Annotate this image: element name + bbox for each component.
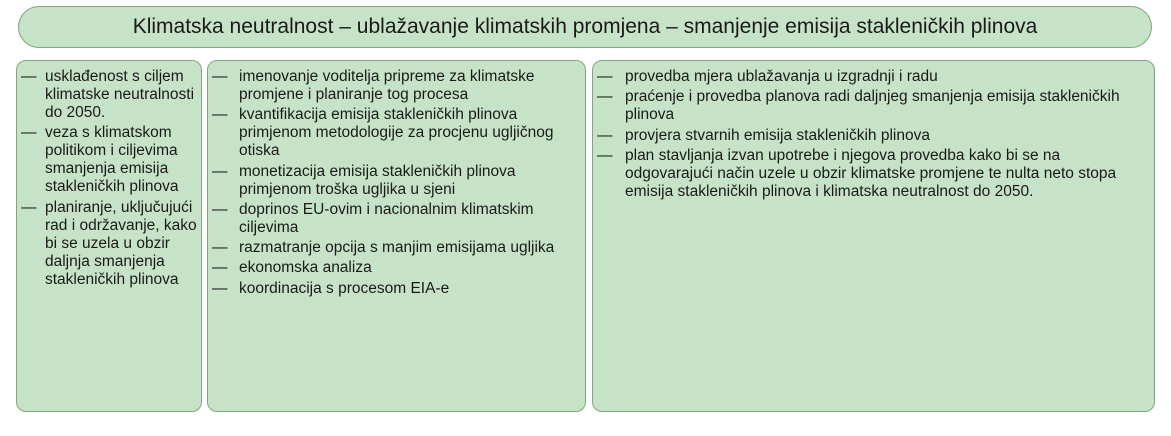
dash-icon: — <box>597 126 613 144</box>
dash-icon: — <box>212 200 228 218</box>
column-planning-box <box>16 60 202 412</box>
column-implementation-box <box>592 60 1155 412</box>
list-item <box>21 124 197 196</box>
list-item <box>212 201 581 237</box>
header-banner <box>18 6 1152 48</box>
column-list <box>21 68 197 289</box>
list-item <box>597 147 1148 201</box>
list-item-text: doprinos EU-ovim i nacionalnim klimatskim ciljevima <box>239 200 534 236</box>
list-item <box>21 199 197 289</box>
dash-icon: — <box>597 88 613 106</box>
dash-icon: — <box>212 259 228 277</box>
list-item-text: planiranje, uključujući rad i održavanje, kako bi se uzela u obzir daljnja smanjenja stakleničkih plinova <box>45 198 197 288</box>
list-item <box>212 106 581 160</box>
dash-icon: — <box>597 146 613 164</box>
dash-icon: — <box>212 106 228 124</box>
list-item-text: provedba mjera ublažavanja u izgradnji i radu <box>625 68 938 85</box>
list-item <box>21 68 197 122</box>
column-list <box>212 68 581 298</box>
dash-icon: — <box>212 239 228 257</box>
list-item-text: praćenje i provedba planova radi daljnjeg smanjenja emisija stakleničkih plinova <box>625 88 1120 124</box>
list-item-text: provjera stvarnih emisija stakleničkih plinova <box>625 126 930 144</box>
column-preparation-box <box>207 60 586 412</box>
list-item <box>597 68 1148 86</box>
dash-icon: — <box>597 68 613 85</box>
list-item-text: plan stavljanja izvan upotrebe i njegova provedba kako bi se na odgovarajući način uzele u obzir klimatske promjene te nulta neto stopa emisija stakleničkih plinova i klimatska neutralnost do 2050. <box>625 146 1117 200</box>
list-item <box>212 259 581 277</box>
dash-icon: — <box>212 68 228 85</box>
list-item <box>597 88 1148 124</box>
list-item-text: monetizacija emisija stakleničkih plinova primjenom troška ugljika u sjeni <box>239 162 516 198</box>
list-item-text: imenovanje voditelja pripreme za klimatske promjene i planiranje tog procesa <box>239 68 535 103</box>
list-item-text: koordinacija s procesom EIA-e <box>239 279 450 297</box>
list-item-text: kvantifikacija emisija stakleničkih plinova primjenom metodologije za procjenu ugljičnog otiska <box>239 106 554 160</box>
list-item <box>212 163 581 199</box>
dash-icon: — <box>21 68 37 85</box>
list-item <box>212 239 581 257</box>
dash-icon: — <box>212 279 228 297</box>
list-item <box>212 68 581 104</box>
list-item-text: veza s klimatskom politikom i ciljevima smanjenja emisija stakleničkih plinova <box>45 124 179 196</box>
list-item <box>212 280 581 298</box>
list-item-text: usklađenost s ciljem klimatske neutralnosti do 2050. <box>45 68 195 121</box>
header-title: Klimatska neutralnost – ublažavanje klimatskih promjena – smanjenje emisija stakleničkih plinova <box>132 15 1038 38</box>
list-item <box>597 127 1148 145</box>
dash-icon: — <box>212 162 228 180</box>
dash-icon: — <box>21 124 37 142</box>
column-list <box>597 68 1148 201</box>
dash-icon: — <box>21 198 37 216</box>
list-item-text: ekonomska analiza <box>239 259 372 277</box>
list-item-text: razmatranje opcija s manjim emisijama ugljika <box>239 239 555 257</box>
